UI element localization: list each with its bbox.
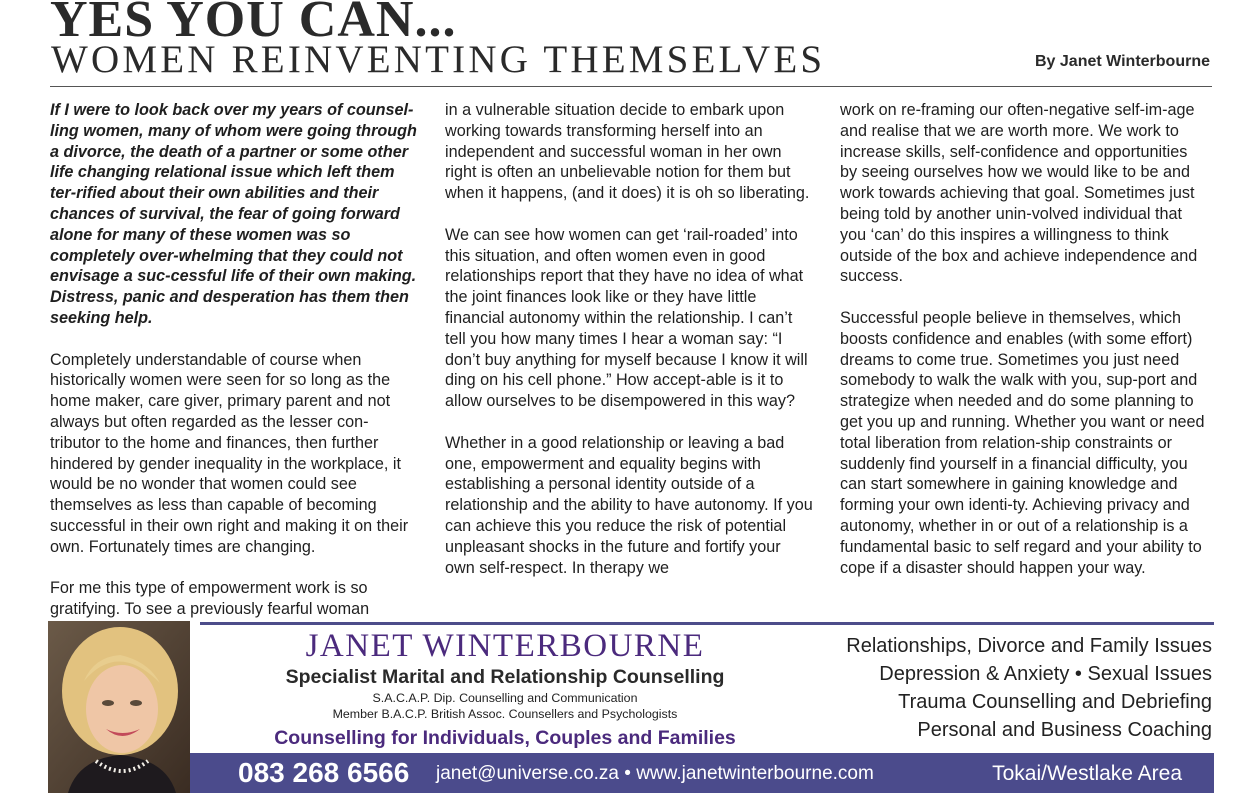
portrait-image [48,621,190,793]
services-list [846,632,1212,744]
paragraph: We can see how women can get ‘rail-roaded’ into this situation, and often women even in good relationships report that they have no idea of what the joint finances look like or they have little financial autonomy within the relationship. I can’t tell you how many times I hear a woman say: “I don’t buy anything for myself because I know it will ding on his cell phone.” How accept-able is it to allow ourselves to be disempowered in this way? [445,225,808,411]
byline: By Janet Winterbourne [1035,53,1210,70]
paragraph: Whether in a good relationship or leaving a bad one, empowerment and equality begins with establishing a personal identity outside of a relationship and the ability to have autonomy. If you can achieve this you reduce the risk of potential unpleasant shocks in the future and fortify your own self-respect. In therapy we [445,433,813,577]
article-column-1 [50,100,418,641]
headline: YES YOU CAN... [50,0,457,48]
service-item: Relationships, Divorce and Family Issues [846,635,1212,657]
header-divider [50,86,1212,87]
paragraph: Completely understandable of course when historically women were seen for so long as the home maker, care giver, primary parent and not always but often regarded as the lesser con-tributor to the home and finances, then further hindered by gender inequality in the workplace, it would be no wonder that women could see themselves as less than capable of becoming successful in their own right and making it on their own. Fortunately times are changing. [50,350,409,556]
advert-top-rule [200,622,1214,625]
service-item: Trauma Counselling and Debriefing [898,691,1212,713]
article-column-2 [445,100,813,599]
email-and-website[interactable]: janet@universe.co.za • www.janetwinterbourne.com [436,763,874,784]
advert-title: Specialist Marital and Relationship Counselling [285,666,725,688]
credential-line: Member B.A.C.P. British Assoc. Counsellers and Psychologists [332,707,678,721]
service-item: Depression & Anxiety • Sexual Issues [879,663,1212,685]
service-item: Personal and Business Coaching [917,719,1212,741]
phone-number[interactable]: 083 268 6566 [238,757,410,788]
intro-paragraph: If I were to look back over my years of counsel-ling women, many of whom were going through a divorce, the death of a partner or some other life changing relational issue which left them ter-rified about their own abilities and their chances of survival, the fear of going forward alone for many of these women was so completely over-whelming that they could not envisage a suc-cessful life of their own making. Distress, panic and desperation has them then seeking help. [50,101,417,327]
counsellor-photo [48,621,190,793]
advert-name: JANET WINTERBOURNE [305,628,705,664]
paragraph: in a vulnerable situation decide to embark upon working towards transforming herself into an independent and successful woman in her own right is often an unbelievable notion for them but when it happens, (and it does) it is oh so liberating. [445,101,810,203]
paragraph: work on re-framing our often-negative self-im-age and realise that we are worth more. We work to increase skills, self-confidence and opportunities by seeing ourselves how we would like to be and work towards achieving that goal. Sometimes just being told by another unin-volved individual that you ‘can’ do this inspires a willingness to think outside of the box and achieve independence and success. [840,101,1198,286]
service-area: Tokai/Westlake Area [992,762,1182,785]
advert-info [200,628,810,752]
paragraph: For me this type of empowerment work is so gratifying. To see a previously fearful woman [50,579,370,619]
credential-line: S.A.C.A.P. Dip. Counselling and Communication [372,691,638,705]
advert-tagline: Counselling for Individuals, Couples and Families [274,727,736,749]
article-column-3 [840,100,1208,599]
paragraph: Successful people believe in themselves, which boosts confidence and enables (with some effort) dreams to come true. Sometimes you just need somebody to walk the walk with you, sup-port and strategize when needed and do some planning to get you up and running. Whether you want or need total liberation from relation-ship constraints or suddenly find yourself in a financial difficulty, you can start somewhere in gaining knowledge and forming your own identi-ty. Achieving privacy and autonomy, whether in or out of a relationship is a fundamental basic to self regard and your ability to cope if a disaster should happen your way. [840,308,1205,577]
contact-bar [190,753,1214,793]
subheadline: WOMEN REINVENTING THEMSELVES [51,38,826,81]
